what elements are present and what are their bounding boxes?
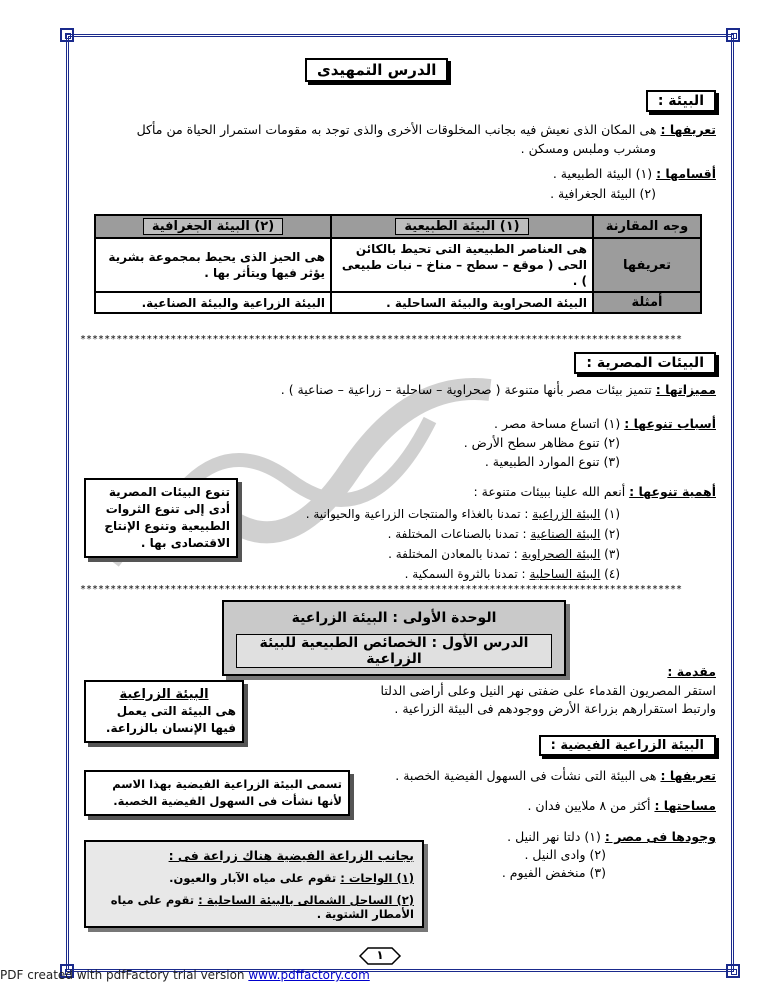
egyptian-side-note: تنوع البيئات المصرية أدى إلى تنوع الثروات الطبيعية وتنوع الإنتاج الاقتصادى بها .	[84, 478, 238, 558]
flood-heading: البيئة الزراعية الفيضية :	[539, 735, 716, 756]
flood-side-note: تسمى البيئة الزراعية الفيضية بهذا الاسم لأنها نشأت فى السهول الفيضية الخصبة.	[84, 770, 350, 816]
table-row	[95, 238, 701, 292]
intro-text	[296, 682, 716, 718]
egyptian-reasons	[464, 414, 716, 471]
item-name: البيئة الساحلية	[529, 567, 601, 581]
features-text: تتميز بيئات مصر بأنها متنوعة ( صحراوية – ساحلية – زراعية – صناعية ) .	[280, 382, 652, 397]
page-number-ornament	[358, 946, 402, 966]
item-name: البيئة الزراعية	[532, 507, 601, 521]
corner-ornament	[726, 28, 740, 42]
table-row	[95, 292, 701, 313]
flood-definition	[395, 768, 716, 783]
reason-3: (٣) تنوع الموارد الطبيعية .	[484, 454, 620, 469]
stars-divider: ****************************************************************************************************	[80, 584, 683, 595]
flood-area-text: أكثر من ٨ ملايين فدان .	[527, 798, 651, 813]
reasons-label: أسباب تنوعها :	[624, 416, 716, 431]
flood-area	[527, 798, 716, 813]
header-geographic: (٢) البيئة الجغرافية	[143, 218, 283, 235]
divisions-label: أقسامها :	[656, 166, 716, 181]
item-name: البيئة الصحراوية	[521, 547, 601, 561]
footer-text: PDF created with pdfFactory trial version	[0, 968, 249, 982]
intro-line2: وارتبط استقرارهم بزراعة الأرض ووجودهم فى البيئة الزراعية .	[394, 701, 716, 716]
lesson-title-box	[305, 58, 448, 82]
item-number: (١)	[604, 507, 620, 521]
agri-side-text: هى البيئة التى يعمل فيها الإنسان بالزراعة.	[105, 704, 236, 735]
table-header: وجه المقارنة	[593, 215, 701, 238]
flood-definition-label: تعريفها :	[660, 768, 716, 783]
agri-side-box	[84, 680, 244, 743]
egyptian-features	[86, 382, 716, 397]
item-name: البيئة الصناعية	[530, 527, 601, 541]
item-label: (٢) الساحل الشمالى بالبيئة الساحلية :	[198, 893, 414, 907]
other-agri-title: بجانب الزراعة الفيضية هناك زراعة فى :	[168, 848, 414, 863]
footer-link[interactable]: www.pdffactory.com	[248, 968, 370, 982]
row-label: أمثلة	[593, 292, 701, 313]
cell-geographic: البيئة الزراعية والبيئة الصناعية.	[95, 292, 331, 313]
item-label: (١) الواحات :	[340, 871, 414, 885]
table-header	[95, 215, 331, 238]
item-number: (٢)	[604, 527, 620, 541]
list-item	[290, 504, 620, 524]
flood-area-label: مساحتها :	[654, 798, 716, 813]
reason-2: (٢) تنوع مظاهر سطح الأرض .	[463, 435, 620, 450]
environment-divisions	[550, 164, 716, 204]
intro-line1: استقر المصريون القدماء على ضفتى نهر النيل وعلى أراضى الدلتا	[380, 683, 716, 698]
row-label: تعريفها	[593, 238, 701, 292]
cell-geographic: هى الحيز الذى يحيط بمجموعة بشرية يؤثر فيها ويتأثر بها .	[95, 238, 331, 292]
item-text: : تمدنا بالمعادن المختلفة .	[388, 547, 518, 561]
division-1: (١) البيئة الطبيعية .	[552, 166, 653, 181]
cell-natural: هى العناصر الطبيعية التى تحيط بالكائن الحى ( موقع – سطح – مناخ – نبات طبيعى ) .	[331, 238, 593, 292]
item-text: تقوم على مياه الآبار والعيون.	[169, 871, 337, 885]
other-agri-box	[84, 840, 424, 928]
item-number: (٣)	[604, 547, 620, 561]
corner-ornament	[60, 28, 74, 42]
other-agri-item	[94, 871, 414, 885]
item-text: تقوم على مياه الأمطار الشتوية .	[110, 893, 414, 921]
stars-divider: ****************************************************************************************************	[80, 334, 683, 345]
importance-list	[290, 504, 620, 584]
cell-natural: البيئة الصحراوية والبيئة الساحلية .	[331, 292, 593, 313]
page-number: ١	[376, 948, 384, 962]
lesson-one-title: الدرس الأول : الخصائص الطبيعية للبيئة الزراعية	[236, 634, 552, 668]
division-2: (٢) البيئة الجغرافية .	[550, 186, 656, 201]
location-2: (٢) وادى النيل .	[524, 847, 606, 862]
importance-intro: أنعم الله علينا ببيئات متنوعة :	[473, 484, 626, 499]
environment-definition	[86, 120, 716, 158]
definition-label: تعريفها :	[660, 122, 716, 137]
flood-location-label: وجودها فى مصر :	[604, 829, 716, 844]
location-1: (١) دلتا نهر النيل .	[507, 829, 601, 844]
corner-ornament	[726, 964, 740, 978]
definition-line1: هى المكان الذى نعيش فيه بجانب المخلوقات الأخرى والذى توجد به مقومات استمرار الحياة من مأكل	[136, 122, 657, 137]
list-item	[290, 524, 620, 544]
list-item	[290, 564, 620, 584]
item-text: : تمدنا بالصناعات المختلفة .	[387, 527, 527, 541]
location-3: (٣) منخفض الفيوم .	[501, 865, 606, 880]
definition-line2: ومشرب وملبس ومسكن .	[520, 141, 656, 156]
list-item	[290, 544, 620, 564]
intro-label-wrap	[667, 664, 716, 679]
flood-heading-box	[539, 734, 716, 756]
features-label: مميزاتها :	[655, 382, 716, 397]
environment-heading-box	[646, 90, 716, 112]
comparison-table	[94, 214, 702, 314]
environment-heading: البيئة :	[646, 90, 716, 112]
header-natural: (١) البيئة الطبيعية	[395, 218, 528, 235]
flood-locations	[502, 828, 716, 882]
unit-title: الوحدة الأولى : البيئة الزراعية	[291, 610, 497, 626]
agri-side-title: البيئة الزراعية	[119, 687, 209, 702]
table-header	[331, 215, 593, 238]
importance-label: أهمية تنوعها :	[629, 484, 716, 499]
item-number: (٤)	[604, 567, 620, 581]
pdf-footer	[0, 968, 370, 982]
item-text: : تمدنا بالثروة السمكية .	[404, 567, 526, 581]
egyptian-heading: البيئات المصرية :	[574, 352, 716, 374]
reason-1: (١) اتساع مساحة مصر .	[494, 416, 621, 431]
other-agri-item	[94, 893, 414, 921]
egyptian-heading-box	[574, 352, 716, 374]
unit-title-box	[222, 600, 566, 676]
egyptian-importance	[473, 484, 716, 499]
table-header-row	[95, 215, 701, 238]
item-text: : تمدنا بالغذاء والمنتجات الزراعية والحيوانية .	[305, 507, 529, 521]
lesson-title: الدرس التمهيدى	[305, 58, 448, 82]
page-content	[80, 40, 716, 960]
flood-definition-text: هى البيئة التى نشأت فى السهول الفيضية الخصبة .	[395, 768, 657, 783]
intro-label: مقدمة :	[667, 664, 716, 679]
